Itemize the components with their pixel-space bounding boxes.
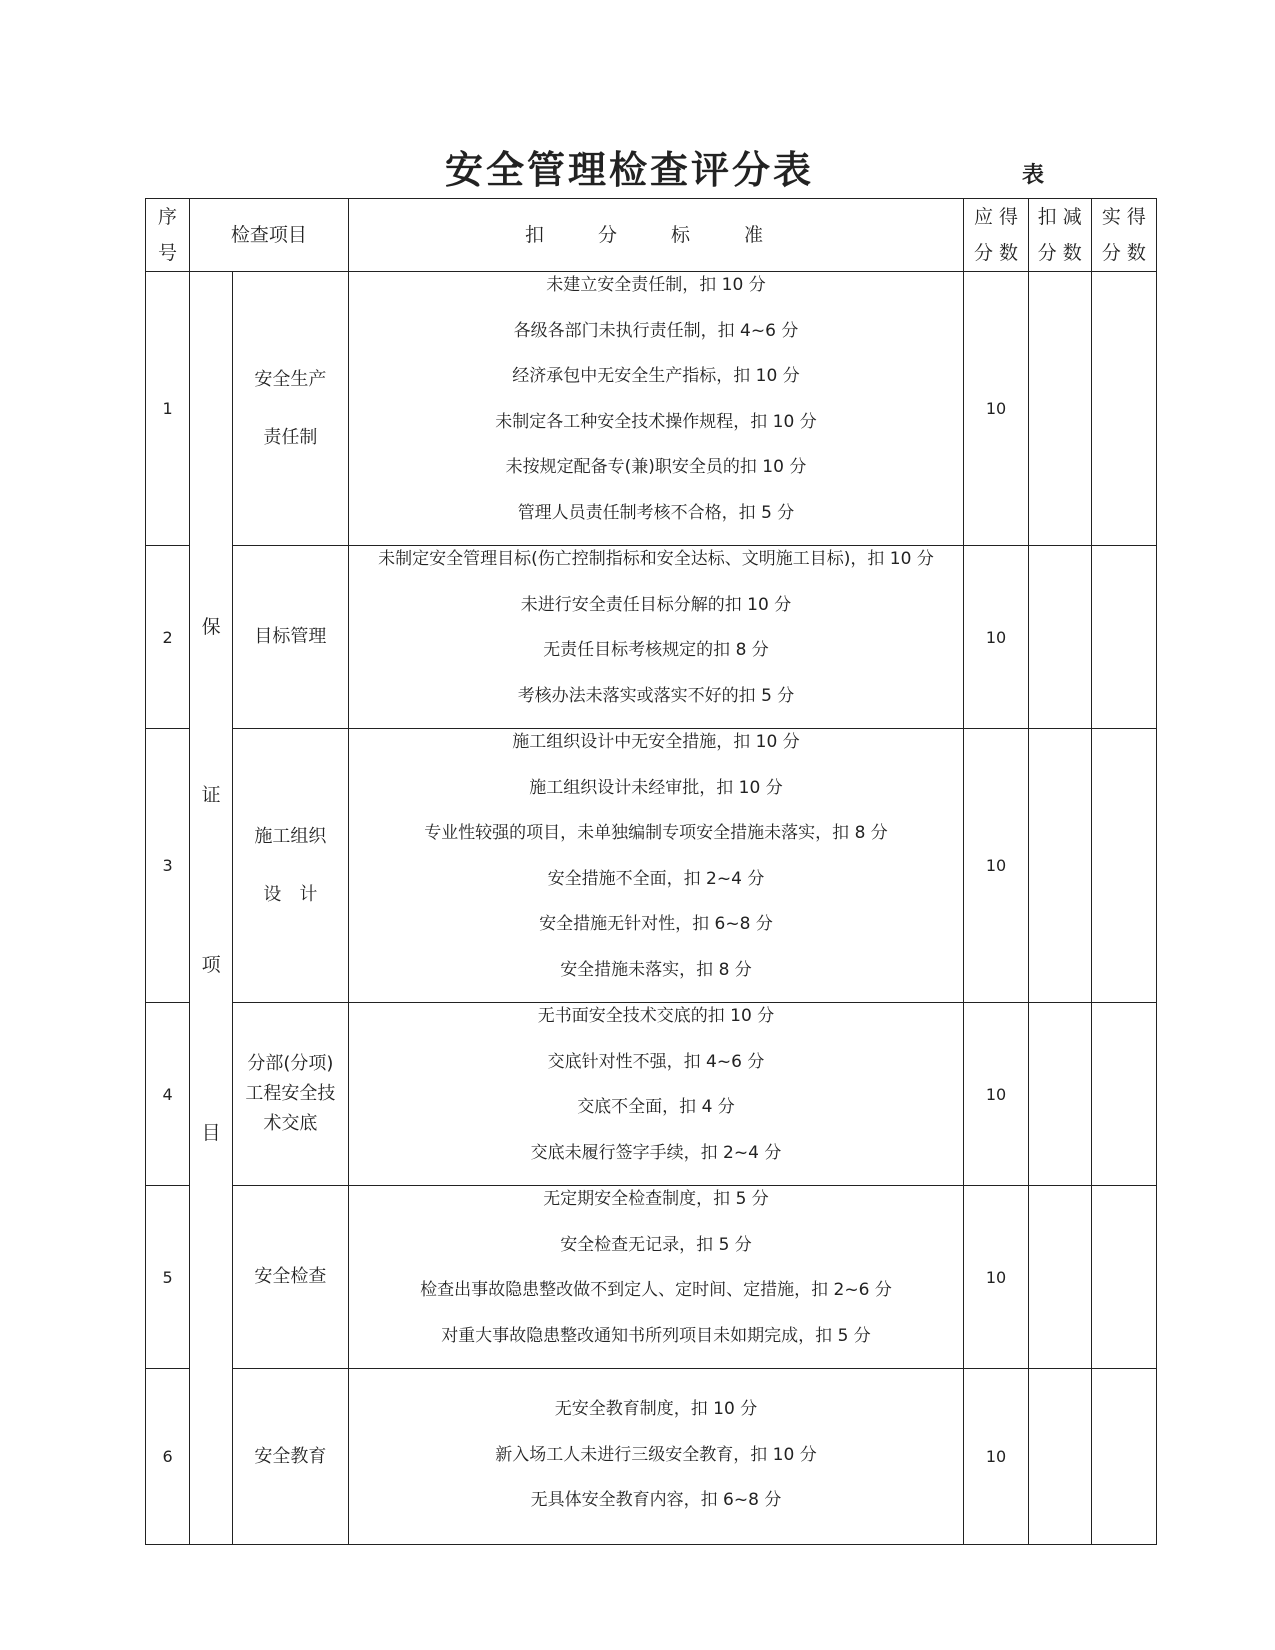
category-char: 保	[201, 615, 221, 638]
criteria-line: 交底针对性不强，扣 4~6 分	[547, 1051, 765, 1072]
item-label-line: 目标管理	[254, 626, 327, 647]
item-label-line: 安全教育	[254, 1445, 327, 1467]
row-deducted-cell[interactable]	[1028, 1186, 1091, 1369]
row-item	[233, 1003, 348, 1186]
criteria-line: 未进行安全责任目标分解的扣 10 分	[520, 594, 792, 615]
row-item	[233, 1186, 348, 1369]
row-actual-cell[interactable]	[1091, 1186, 1156, 1369]
criteria-line: 无安全教育制度，扣 10 分	[554, 1399, 758, 1420]
row-max-score: 10	[964, 1003, 1028, 1186]
row-seq: 6	[146, 1369, 190, 1545]
criteria-line: 交底未履行签字手续，扣 2~4 分	[530, 1142, 782, 1163]
table-row	[146, 272, 1157, 546]
row-deducted-cell[interactable]	[1028, 1369, 1091, 1545]
row-item	[233, 272, 348, 546]
row-seq: 3	[146, 729, 190, 1003]
criteria-line: 检查出事故隐患整改做不到定人、定时间、定措施，扣 2~6 分	[420, 1280, 892, 1300]
category-char: 项	[201, 953, 221, 976]
category-char: 目	[201, 1121, 221, 1144]
table-row	[146, 729, 1157, 1003]
header-seq-line: 序	[158, 206, 178, 228]
header-max-score-line: 应 得	[973, 206, 1019, 228]
criteria-line: 未按规定配备专(兼)职安全员的扣 10 分	[505, 457, 807, 477]
title-suffix: 表	[1022, 163, 1045, 188]
criteria-line: 无定期安全检查制度，扣 5 分	[543, 1189, 769, 1209]
row-item	[233, 546, 348, 729]
row-criteria	[348, 272, 964, 546]
header-seq-line: 号	[158, 242, 178, 264]
row-criteria	[348, 1369, 964, 1545]
item-label-line: 设 计	[263, 883, 318, 905]
criteria-line: 交底不全面，扣 4 分	[577, 1097, 735, 1117]
category-cell	[190, 272, 233, 1545]
criteria-line: 新入场工人未进行三级安全教育，扣 10 分	[495, 1444, 817, 1465]
header-item: 检查项目	[190, 199, 348, 272]
criteria-line: 对重大事故隐患整改通知书所列项目未如期完成，扣 5 分	[441, 1325, 871, 1346]
table-row	[146, 1003, 1157, 1186]
row-item	[233, 1369, 348, 1545]
row-deducted-cell[interactable]	[1028, 729, 1091, 1003]
row-deducted-cell[interactable]	[1028, 1003, 1091, 1186]
header-actual-line: 实 得	[1101, 206, 1146, 228]
row-deducted-cell[interactable]	[1028, 546, 1091, 729]
criteria-line: 各级各部门未执行责任制，扣 4~6 分	[513, 320, 799, 341]
header-actual-line: 分 数	[1101, 242, 1146, 264]
row-seq: 2	[146, 546, 190, 729]
row-seq: 4	[146, 1003, 190, 1186]
row-criteria	[348, 1186, 964, 1369]
row-actual-cell[interactable]	[1091, 729, 1156, 1003]
table-row	[146, 1369, 1157, 1545]
criteria-line: 无责任目标考核规定的扣 8 分	[543, 640, 769, 660]
header-seq	[146, 199, 190, 272]
item-label-line: 术交底	[263, 1113, 318, 1134]
category-char: 证	[201, 783, 221, 806]
item-label-line: 分部(分项)	[247, 1053, 334, 1074]
row-seq: 1	[146, 272, 190, 546]
row-max-score: 10	[964, 729, 1028, 1003]
header-actual	[1091, 199, 1156, 272]
row-actual-cell[interactable]	[1091, 1003, 1156, 1186]
row-criteria	[348, 546, 964, 729]
row-deducted-cell[interactable]	[1028, 272, 1091, 546]
criteria-line: 无书面安全技术交底的扣 10 分	[537, 1006, 775, 1026]
row-max-score: 10	[964, 546, 1028, 729]
row-seq: 5	[146, 1186, 190, 1369]
score-table	[145, 198, 1157, 1545]
document-title: 安全管理检查评分表	[445, 148, 815, 192]
row-max-score: 10	[964, 1369, 1028, 1545]
header-deducted-line: 扣 减	[1037, 206, 1082, 228]
criteria-line: 安全措施无针对性，扣 6~8 分	[539, 914, 773, 934]
row-max-score: 10	[964, 272, 1028, 546]
criteria-line: 管理人员责任制考核不合格，扣 5 分	[517, 502, 795, 523]
criteria-line: 施工组织设计中无安全措施，扣 10 分	[512, 732, 800, 752]
criteria-line: 施工组织设计未经审批，扣 10 分	[529, 777, 783, 798]
table-row	[146, 1186, 1157, 1369]
header-criteria: 扣 分 标 准	[348, 199, 964, 272]
criteria-line: 未建立安全责任制，扣 10 分	[546, 275, 766, 295]
criteria-line: 安全措施未落实，扣 8 分	[560, 959, 752, 980]
criteria-line: 专业性较强的项目，未单独编制专项安全措施未落实，扣 8 分	[424, 823, 888, 843]
header-max-score	[964, 199, 1028, 272]
criteria-line: 无具体安全教育内容，扣 6~8 分	[530, 1490, 782, 1511]
row-actual-cell[interactable]	[1091, 272, 1156, 546]
criteria-line: 安全措施不全面，扣 2~4 分	[547, 868, 765, 889]
row-actual-cell[interactable]	[1091, 546, 1156, 729]
table-row	[146, 546, 1157, 729]
row-max-score: 10	[964, 1186, 1028, 1369]
criteria-line: 未制定各工种安全技术操作规程，扣 10 分	[495, 411, 817, 432]
criteria-line: 考核办法未落实或落实不好的扣 5 分	[517, 685, 795, 706]
row-criteria	[348, 1003, 964, 1186]
item-label-line: 责任制	[263, 426, 318, 448]
criteria-line: 未制定安全管理目标(伤亡控制指标和安全达标、文明施工目标)，扣 10 分	[378, 549, 934, 569]
item-label-line: 工程安全技	[245, 1083, 336, 1104]
header-deducted	[1028, 199, 1091, 272]
criteria-line: 安全检查无记录，扣 5 分	[560, 1234, 752, 1255]
item-label-line: 安全生产	[254, 368, 327, 390]
row-item	[233, 729, 348, 1003]
row-criteria	[348, 729, 964, 1003]
header-row	[146, 199, 1157, 272]
item-label-line: 施工组织	[254, 825, 327, 847]
header-deducted-line: 分 数	[1037, 242, 1082, 264]
criteria-line: 经济承包中无安全生产指标，扣 10 分	[512, 366, 800, 386]
item-label-line: 安全检查	[254, 1266, 327, 1287]
header-max-score-line: 分 数	[973, 242, 1019, 264]
row-actual-cell[interactable]	[1091, 1369, 1156, 1545]
